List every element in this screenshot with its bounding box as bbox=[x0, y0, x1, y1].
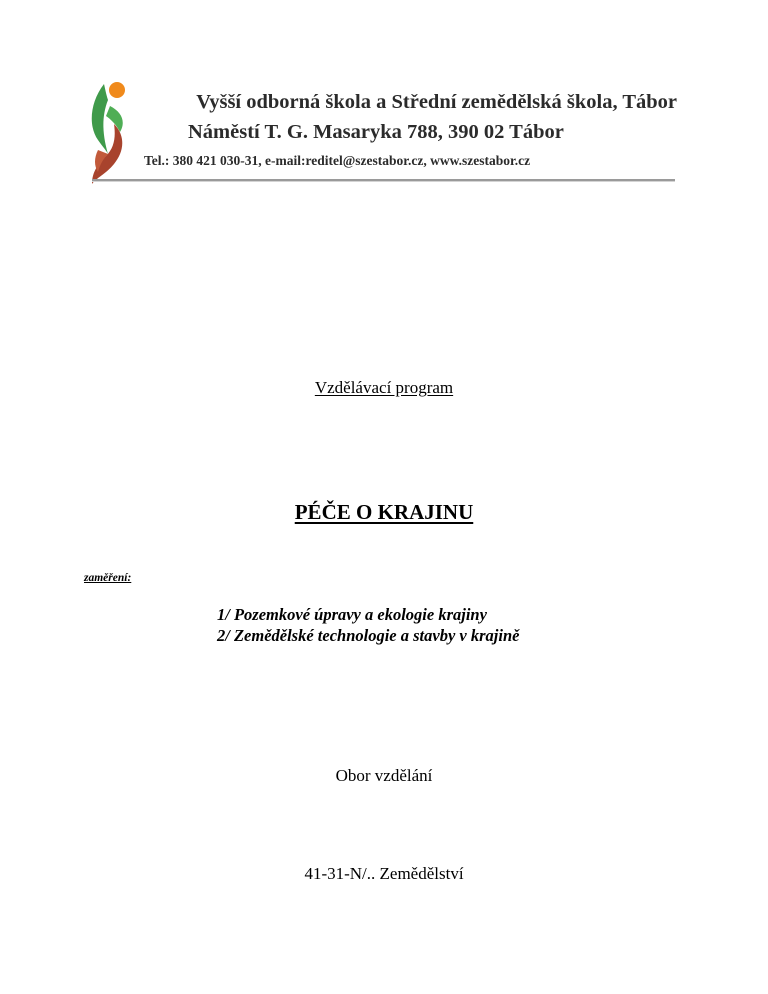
letterhead-divider bbox=[92, 179, 675, 182]
logo-orange-circle bbox=[109, 82, 125, 98]
letterhead bbox=[132, 88, 677, 171]
program-title: PÉČE O KRAJINU bbox=[294, 500, 474, 524]
program-label: Vzdělávací program bbox=[314, 378, 454, 397]
field-label: Obor vzdělání bbox=[335, 766, 433, 785]
focus-list bbox=[217, 604, 519, 646]
logo-green-leaf bbox=[92, 84, 108, 154]
logo-green-stroke bbox=[106, 106, 123, 132]
school-logo-icon bbox=[84, 80, 132, 184]
school-contact: Tel.: 380 421 030-31, e-mail:reditel@szestabor.cz, www.szestabor.cz bbox=[144, 153, 531, 168]
school-address: Náměstí T. G. Masaryka 788, 390 02 Tábor bbox=[188, 121, 564, 143]
focus-item-2: 2/ Zemědělské technologie a stavby v krajině bbox=[217, 626, 520, 645]
school-name: Vyšší odborná škola a Střední zemědělská škola, Tábor bbox=[196, 91, 677, 113]
focus-label: zaměření: bbox=[84, 572, 132, 584]
focus-item-1: 1/ Pozemkové úpravy a ekologie krajiny bbox=[217, 605, 487, 624]
field-value: 41-31-N/.. Zemědělství bbox=[304, 864, 464, 883]
